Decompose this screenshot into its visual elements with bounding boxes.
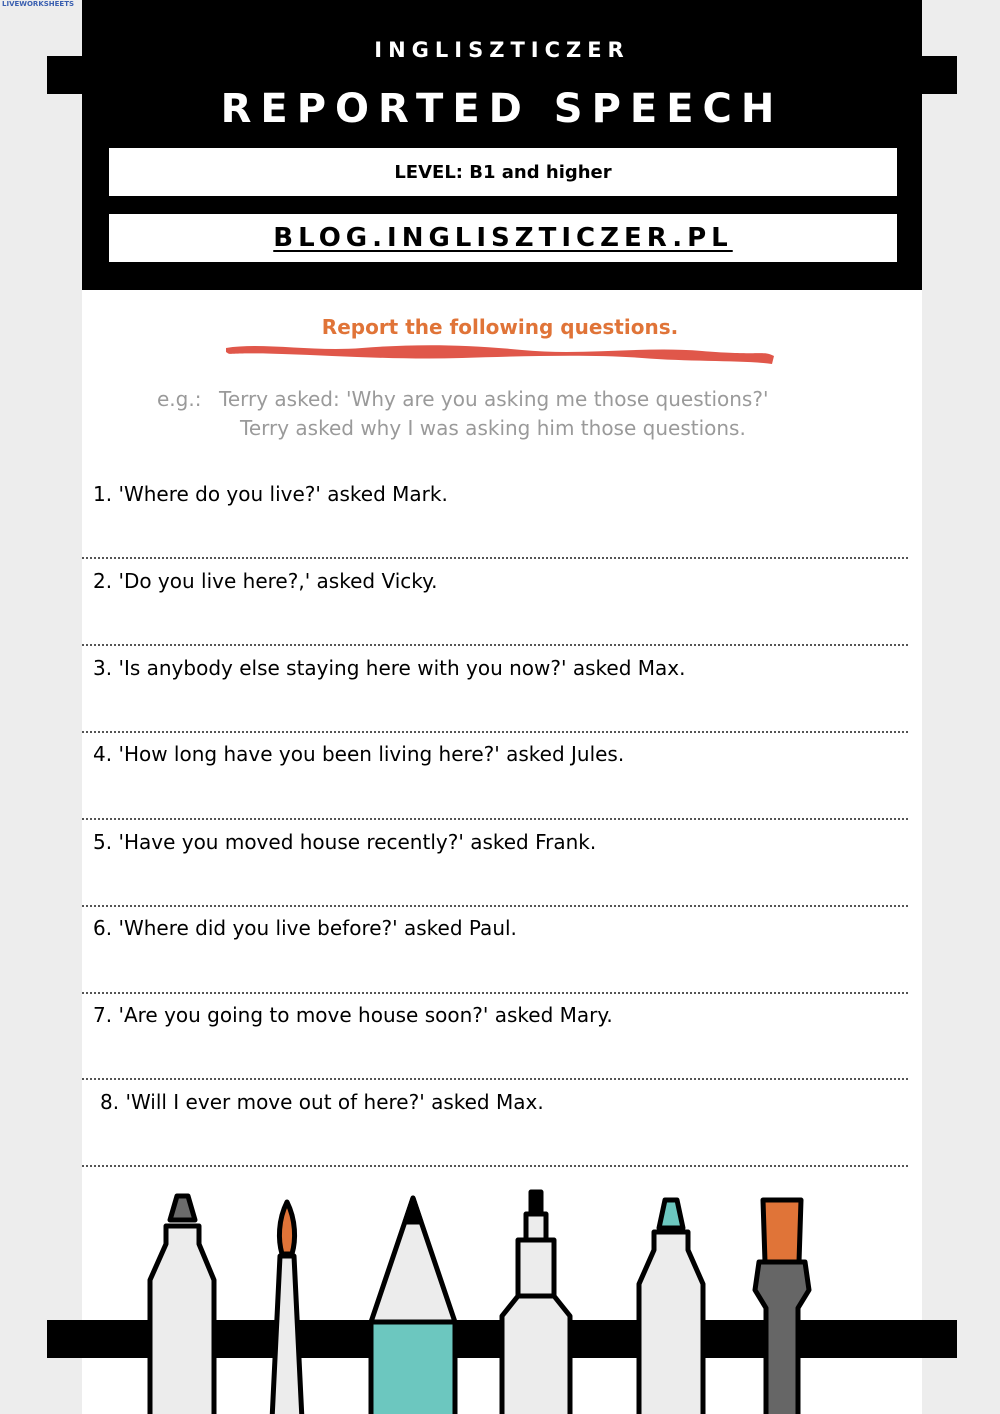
level-box	[109, 148, 897, 196]
watermark: LIVEWORKSHEETS	[2, 0, 75, 8]
question-3: 3. 'Is anybody else staying here with you now?' asked Max.	[93, 656, 686, 680]
answer-line-2[interactable]	[82, 644, 908, 646]
flat-brush-icon	[755, 1200, 809, 1414]
answer-line-4[interactable]	[82, 818, 908, 820]
art-supplies-illustration	[0, 1180, 1000, 1414]
blog-box	[109, 214, 897, 262]
answer-line-6[interactable]	[82, 992, 908, 994]
level-label: LEVEL: B1 and higher	[394, 161, 612, 183]
question-7: 7. 'Are you going to move house soon?' asked Mary.	[93, 1003, 613, 1027]
question-6: 6. 'Where did you live before?' asked Paul.	[93, 916, 517, 940]
answer-line-7[interactable]	[82, 1078, 908, 1080]
example-label: e.g.:	[157, 387, 202, 411]
header-tab-left	[47, 56, 83, 94]
paintbrush-icon	[272, 1202, 302, 1414]
example-answer: Terry asked why I was asking him those questions.	[240, 416, 746, 440]
teal-marker-icon	[639, 1200, 703, 1414]
answer-line-1[interactable]	[82, 557, 908, 559]
question-8: 8. 'Will I ever move out of here?' asked Max.	[100, 1090, 544, 1114]
answer-line-5[interactable]	[82, 905, 908, 907]
question-4: 4. 'How long have you been living here?' asked Jules.	[93, 742, 625, 766]
brand-name: INGLISZTICZER	[374, 38, 630, 62]
technical-pen-icon	[502, 1192, 570, 1414]
question-2: 2. 'Do you live here?,' asked Vicky.	[93, 569, 438, 593]
question-5: 5. 'Have you moved house recently?' asked Frank.	[93, 830, 597, 854]
instruction-heading: Report the following questions.	[321, 315, 679, 339]
answer-line-3[interactable]	[82, 731, 908, 733]
brush-stroke-underline	[222, 336, 782, 370]
blog-link[interactable]: BLOG.INGLISZTICZER.PL	[273, 223, 733, 253]
page-title: REPORTED SPEECH	[220, 86, 784, 132]
header-tab-right	[920, 56, 957, 94]
pencil-icon	[371, 1198, 455, 1414]
question-1: 1. 'Where do you live?' asked Mark.	[93, 482, 448, 506]
marker-icon	[150, 1196, 214, 1414]
answer-line-8[interactable]	[82, 1165, 908, 1167]
example-question: Terry asked: 'Why are you asking me those questions?'	[219, 387, 769, 411]
header-block	[82, 0, 922, 290]
